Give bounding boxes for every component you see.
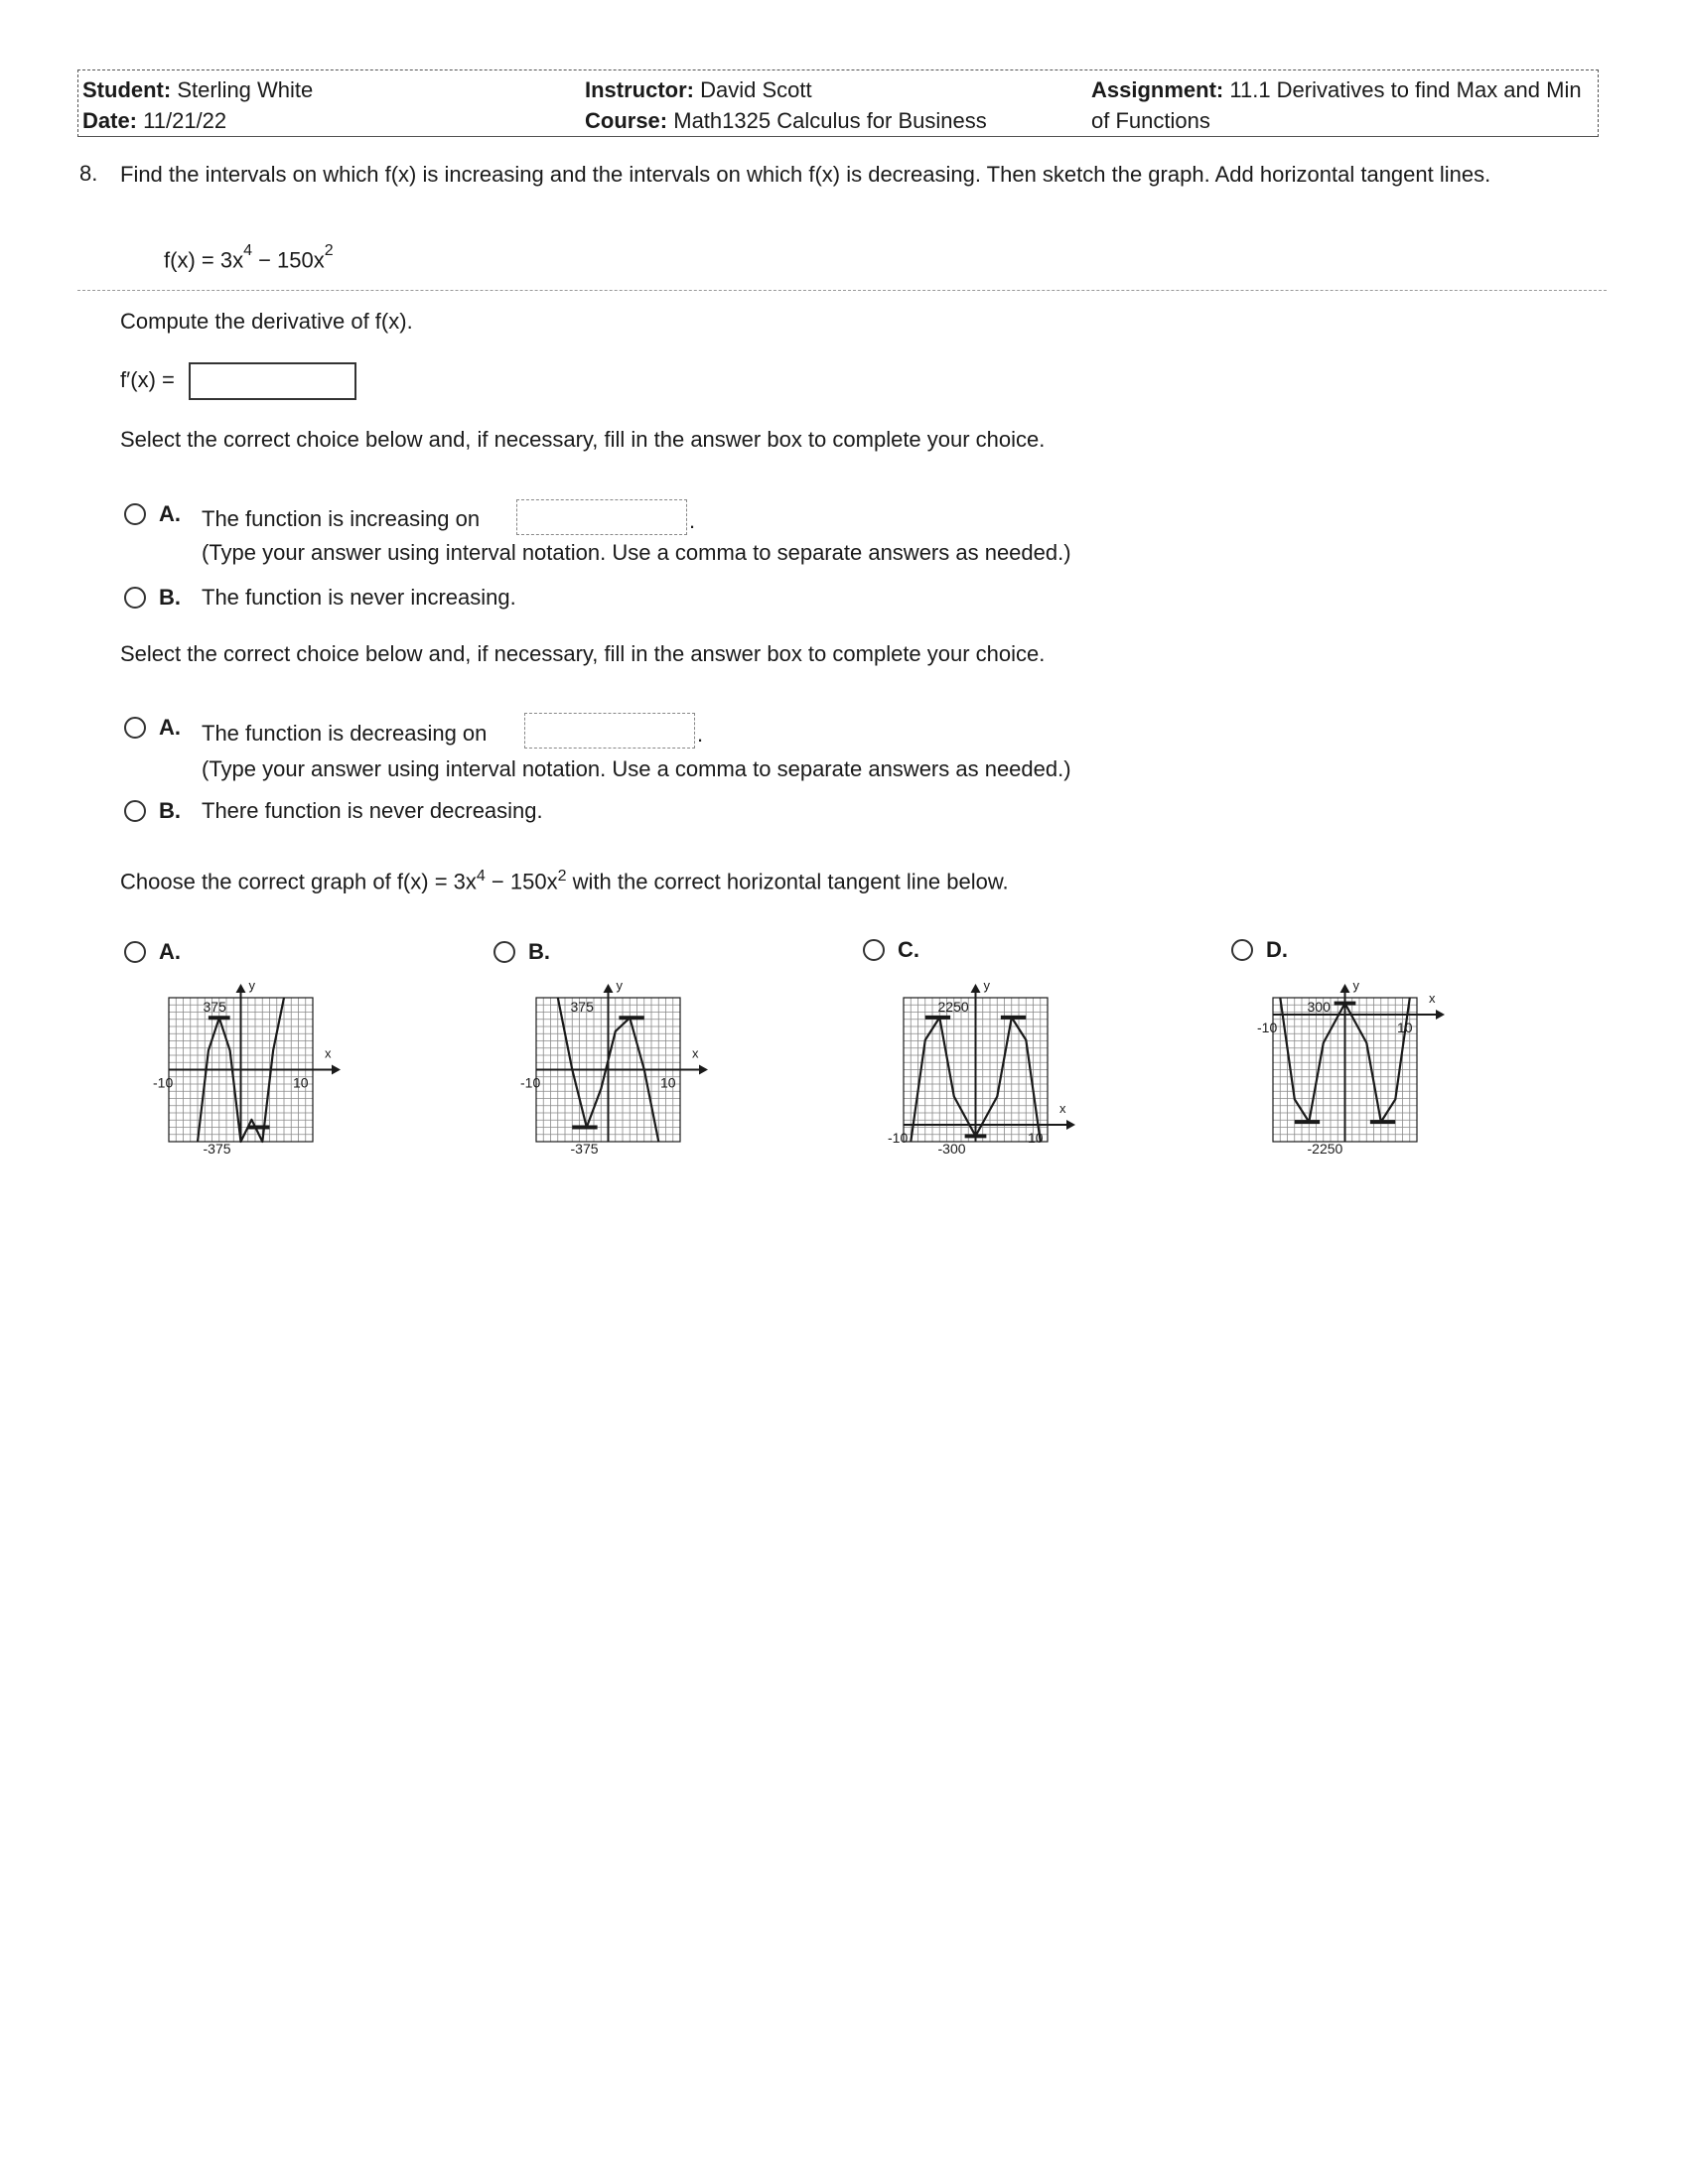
decreasing-instruction: Select the correct choice below and, if necessary, fill in the answer box to complete your choice.	[120, 641, 1046, 666]
graph-svg	[516, 978, 715, 1166]
course-label: Course:	[585, 108, 668, 133]
student-label: Student:	[82, 77, 172, 102]
graph-svg	[1253, 978, 1452, 1166]
graph-option-a[interactable]	[149, 978, 348, 1171]
graph-option-d[interactable]	[1253, 978, 1452, 1171]
graph-option-a-radio[interactable]	[124, 941, 146, 963]
graph-question	[120, 868, 1009, 894]
assignment-title: 11.1 Derivatives to find Max and Min of Functions	[1091, 77, 1582, 133]
y-axis-label: y	[616, 978, 623, 993]
graph-option-b-radio[interactable]	[493, 941, 515, 963]
decreasing-option-b-letter: B.	[159, 798, 181, 823]
y-axis-arrow	[971, 984, 981, 993]
graph-svg	[149, 978, 348, 1166]
graph-question-post: with the correct horizontal tangent line below.	[566, 869, 1009, 894]
decreasing-option-b-radio[interactable]	[124, 800, 146, 822]
question-number: 8.	[79, 161, 98, 186]
graph-question-mid: − 150x	[485, 869, 558, 894]
instructor-info	[585, 74, 987, 136]
period: .	[689, 508, 696, 533]
increasing-answer-box[interactable]	[516, 499, 687, 535]
x-tick-label: -10	[520, 1074, 541, 1091]
assignment-info	[1091, 74, 1588, 136]
assignment-label: Assignment:	[1091, 77, 1224, 102]
separator-line	[77, 290, 1607, 291]
header-box	[77, 69, 1599, 137]
increasing-option-a-letter: A.	[159, 501, 181, 526]
x-tick-label: -10	[153, 1074, 174, 1091]
function-lhs: f(x) = 3x	[164, 247, 244, 273]
y-axis-arrow	[236, 984, 246, 993]
x-axis-arrow	[699, 1065, 708, 1075]
increasing-option-a-hint: (Type your answer using interval notation. Use a comma to separate answers as needed.)	[202, 540, 1071, 565]
student-info	[82, 74, 313, 136]
decreasing-option-b-text: There function is never decreasing.	[202, 798, 543, 823]
function-exp1: 4	[243, 242, 252, 259]
increasing-option-a-text: The function is increasing on	[202, 506, 481, 531]
graph-option-b[interactable]	[516, 978, 715, 1171]
y-axis-label: y	[248, 978, 255, 993]
x-tick-label: 10	[1397, 1020, 1413, 1036]
function-definition	[164, 242, 334, 273]
student-name: Sterling White	[177, 77, 314, 102]
x-axis-label: x	[1059, 1100, 1066, 1116]
y-tick-label: -375	[203, 1141, 231, 1157]
decreasing-option-a-hint: (Type your answer using interval notation. Use a comma to separate answers as needed.)	[202, 756, 1071, 781]
x-tick-label: -10	[888, 1129, 909, 1146]
x-axis-label: x	[692, 1045, 699, 1061]
graph-option-a-letter: A.	[159, 939, 181, 964]
graph-question-exp2: 2	[557, 868, 567, 885]
x-tick-label: 10	[1028, 1129, 1044, 1146]
increasing-option-b-text: The function is never increasing.	[202, 585, 516, 610]
graph-option-b-letter: B.	[528, 939, 550, 964]
y-axis-arrow	[1340, 984, 1350, 993]
increasing-instruction: Select the correct choice below and, if necessary, fill in the answer box to complete your choice.	[120, 427, 1046, 452]
graph-option-c-radio[interactable]	[863, 939, 885, 961]
decreasing-option-a-text: The function is decreasing on	[202, 721, 488, 746]
instructor-name: David Scott	[700, 77, 812, 102]
graph-option-d-letter: D.	[1266, 937, 1288, 962]
question-prompt: Find the intervals on which f(x) is increasing and the intervals on which f(x) is decreasing. Then sketch the graph. Add horizontal tangent lines.	[120, 162, 1491, 187]
y-tick-label: 375	[570, 999, 594, 1015]
x-tick-label: 10	[660, 1074, 676, 1091]
y-tick-label: 300	[1307, 999, 1331, 1015]
x-axis-label: x	[1429, 991, 1436, 1007]
derivative-instruction: Compute the derivative of f(x).	[120, 309, 413, 334]
y-axis-label: y	[1352, 978, 1359, 993]
course-name: Math1325 Calculus for Business	[673, 108, 987, 133]
date-label: Date:	[82, 108, 138, 133]
y-tick-label: -375	[570, 1141, 599, 1157]
graph-option-d-radio[interactable]	[1231, 939, 1253, 961]
instructor-label: Instructor:	[585, 77, 694, 102]
decreasing-option-a-radio[interactable]	[124, 717, 146, 739]
graph-question-exp1: 4	[476, 868, 486, 885]
derivative-label: f′(x) =	[120, 367, 175, 392]
date-value: 11/21/22	[143, 108, 227, 133]
decreasing-answer-box[interactable]	[524, 713, 695, 749]
increasing-option-b-letter: B.	[159, 585, 181, 610]
function-mid: − 150x	[251, 247, 325, 273]
decreasing-option-a-letter: A.	[159, 715, 181, 740]
y-axis-label: y	[983, 978, 990, 993]
x-axis-arrow	[1066, 1120, 1075, 1130]
x-axis-label: x	[325, 1045, 332, 1061]
graph-option-c[interactable]	[884, 978, 1082, 1171]
y-tick-label: -2250	[1307, 1141, 1343, 1157]
derivative-answer-box[interactable]	[189, 362, 356, 400]
x-axis-arrow	[1436, 1010, 1445, 1020]
x-axis-arrow	[332, 1065, 341, 1075]
increasing-option-a-radio[interactable]	[124, 503, 146, 525]
graph-question-pre: Choose the correct graph of f(x) = 3x	[120, 869, 477, 894]
graph-option-c-letter: C.	[898, 937, 919, 962]
x-tick-label: 10	[293, 1074, 309, 1091]
period: .	[697, 722, 704, 747]
y-axis-arrow	[604, 984, 614, 993]
y-tick-label: 375	[203, 999, 226, 1015]
x-tick-label: -10	[1257, 1020, 1278, 1036]
graph-svg	[884, 978, 1082, 1166]
increasing-option-b-radio[interactable]	[124, 587, 146, 609]
y-tick-label: -300	[937, 1141, 966, 1157]
y-tick-label: 2250	[937, 999, 969, 1015]
function-exp2: 2	[324, 242, 334, 259]
